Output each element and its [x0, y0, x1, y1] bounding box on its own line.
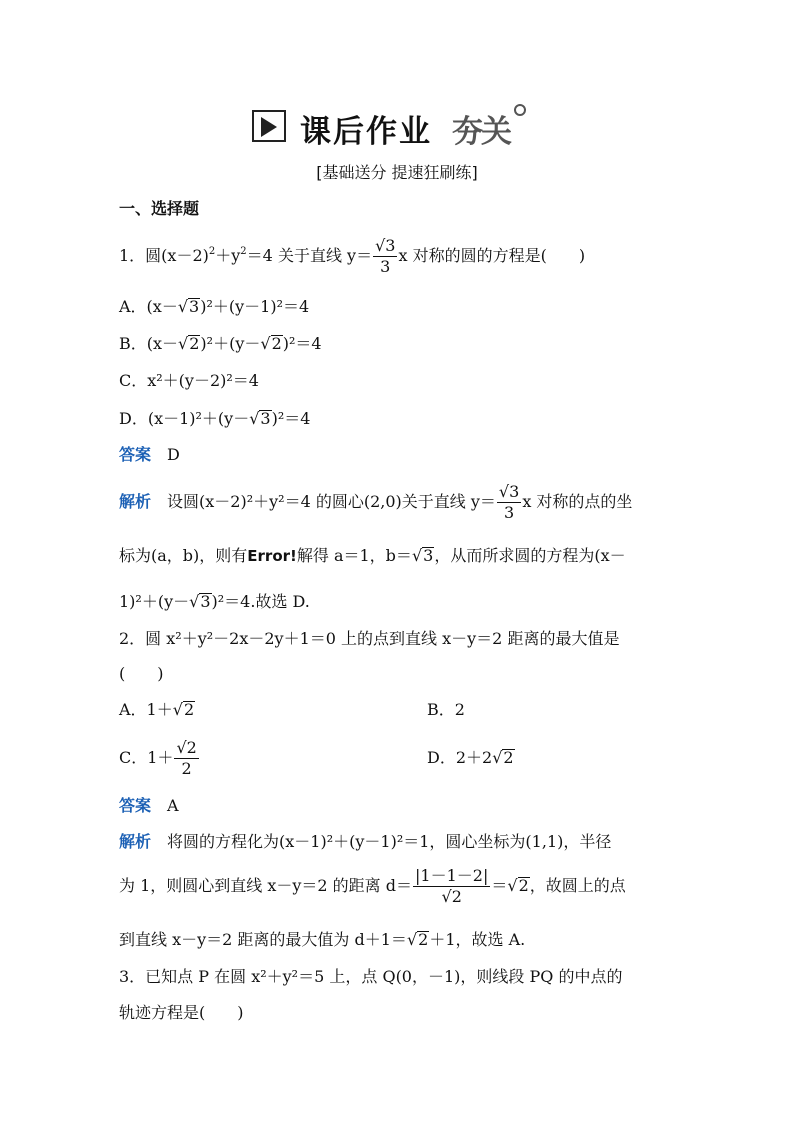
page-header [252, 106, 552, 148]
q1-analysis-line2: 标为(a，b)，则有Error!解得 a＝1，b＝√3，从而所求圆的方程为(x－ [119, 546, 626, 565]
q2-stem-paren: ( ) [119, 664, 164, 683]
q2-option-a: A．1＋√2 [119, 700, 195, 719]
q3-stem: 3．已知点 P 在圆 x²＋y²＝5 上，点 Q(0，－1)，则线段 PQ 的中点的 [119, 967, 623, 986]
q2-option-d: D．2＋2√2 [427, 748, 514, 767]
q2-option-c: C．1＋ $\frac{√2}{2}$ [119, 738, 197, 778]
header-title: 课后作业 [300, 114, 432, 150]
q3-stem-line2: 轨迹方程是( ) [119, 1003, 244, 1022]
q2-analysis-line1: 解析 将圆的方程化为(x－1)²＋(y－1)²＝1，圆心坐标为(1,1)，半径 [119, 832, 612, 851]
q2-stem: 2．圆 x²＋y²－2x－2y＋1＝0 上的点到直线 x－y＝2 距离的最大值是 [119, 629, 620, 648]
header-subtitle: [基础送分 提速狂刷练] [316, 163, 478, 182]
q2-option-b: B．2 [427, 700, 465, 719]
q1-answer: 答案 D [119, 445, 180, 464]
q1-option-c: C．x²＋(y－2)²＝4 [119, 371, 259, 390]
q1-analysis-line3: 1)²＋(y－√3)²＝4.故选 D. [119, 592, 310, 611]
play-icon [252, 110, 286, 142]
q1-option-d: D．(x－1)²＋(y－√3)²＝4 [119, 409, 311, 428]
q1-option-a: A．(x－√3)²＋(y－1)²＝4 [119, 297, 310, 316]
header-logo: 夯关 [452, 114, 510, 150]
logo-mark-icon [514, 104, 526, 116]
q1-analysis-line1: 解析 设圆(x－2)²＋y²＝4 的圆心(2,0)关于直线 y＝ $\frac{√3}{3}$ x 对称的点的坐 [119, 482, 633, 522]
q2-analysis-line2: 为 1，则圆心到直线 x－y＝2 的距离 d＝ $\frac{|1-1-2|}{√2}$ ＝√2，故圆上的点 [119, 866, 626, 906]
q2-analysis-line3: 到直线 x－y＝2 距离的最大值为 d＋1＝√2＋1，故选 A. [119, 930, 526, 949]
section-title: 一、选择题 [119, 199, 200, 218]
q2-answer: 答案 A [119, 796, 179, 815]
q1-stem: 1．圆$(x-2)^2+y^2=4$ 关于直线 y＝ $\frac{√3}{3}$ x 对称的圆的方程是( ) [119, 236, 586, 276]
q1-option-b: B．(x－√2)²＋(y－√2)²＝4 [119, 334, 322, 353]
